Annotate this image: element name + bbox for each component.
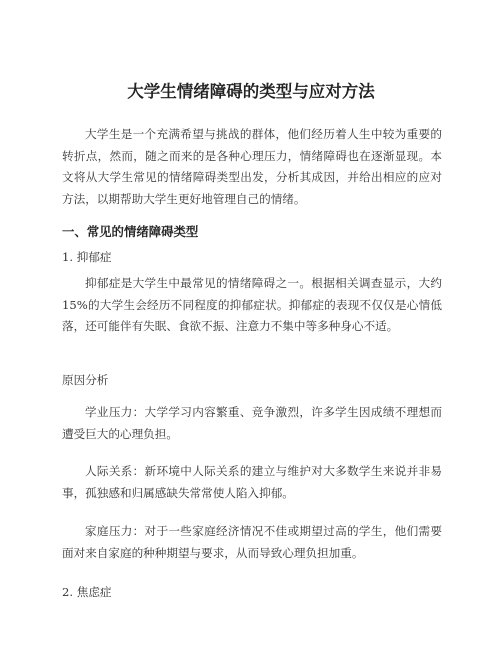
intro-paragraph: 大学生是一个充满希望与挑战的群体，他们经历着人生中较为重要的转折点，然而，随之而来的是各种心理压力，情绪障碍也在逐渐显现。本文将从大学生常见的情绪障碍类型出发，分析其成因，并给出相应的应对方法，以期帮助大学生更好地管理自己的情绪。 xyxy=(62,127,442,206)
section-heading: 一、常见的情绪障碍类型 xyxy=(62,224,199,239)
item-heading-depression: 1. 抑郁症 xyxy=(62,250,112,264)
cause-family-paragraph: 家庭压力：对于一些家庭经济情况不佳或期望过高的学生，他们需要面对来自家庭的种种期望与要求，从而导致心理负担加重。 xyxy=(62,524,442,560)
cause-academic-paragraph: 学业压力：大学学习内容繁重、竞争激烈，许多学生因成绩不理想而遭受巨大的心理负担。 xyxy=(62,405,442,441)
cause-analysis-label: 原因分析 xyxy=(62,373,109,387)
item-heading-anxiety: 2. 焦虑症 xyxy=(62,585,112,599)
cause-social-paragraph: 人际关系：新环境中人际关系的建立与维护对大多数学生来说并非易事，孤独感和归属感缺失常常使人陷入抑郁。 xyxy=(62,464,442,500)
depression-paragraph: 抑郁症是大学生中最常见的情绪障碍之一。根据相关调查显示，大约15%的大学生会经历不同程度的抑郁症状。抑郁症的表现不仅仅是心情低落，还可能伴有失眠、食欲不振、注意力不集中等多种身心不适。 xyxy=(62,276,442,333)
document-title: 大学生情绪障碍的类型与应对方法 xyxy=(127,82,375,101)
